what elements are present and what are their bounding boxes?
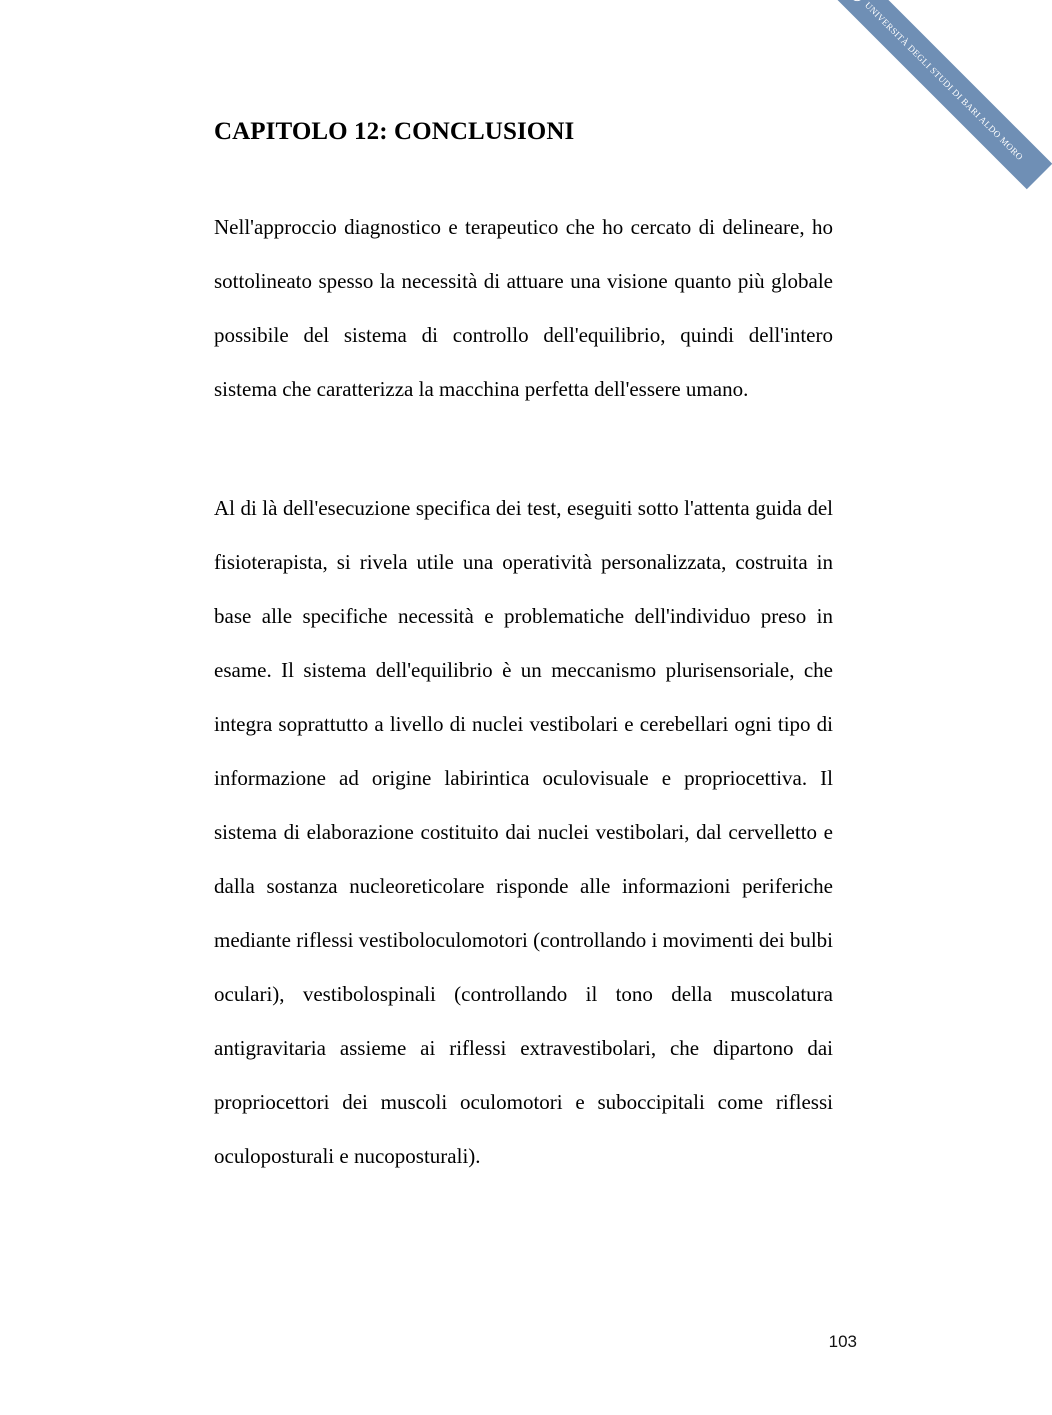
university-watermark (800, 0, 1026, 200)
paragraph-1-block (214, 200, 833, 416)
paragraph-1: Nell'approccio diagnostico e terapeutico che ho cercato di delineare, ho sottolineato spesso la necessità di attuare una visione quanto più globale possibile del sistema di controllo dell'equilibrio, quindi dell'intero sistema che caratterizza la macchina perfetta dell'essere umano. (214, 215, 833, 401)
watermark-text: UNIVERSITÀ DEGLI STUDI DI BARI ALDO MORO (862, 0, 1026, 163)
watermark-ribbon (822, 0, 1052, 189)
page-number: 103 (828, 1332, 857, 1351)
university-seal-icon (847, 0, 867, 4)
chapter-title: CAPITOLO 12: CONCLUSIONI (214, 118, 575, 145)
paragraph-2: Al di là dell'esecuzione specifica dei test, eseguiti sotto l'attenta guida del fisioterapista, si rivela utile una operatività personalizzata, costruita in base alle specifiche necessità e problematiche dell'individuo preso in esame. Il sistema dell'equilibrio è un meccanismo plurisensoriale, che integra soprattutto a livello di nuclei vestibolari e cerebellari ogni tipo di informazione ad origine labirintica oculovisuale e propriocettiva. Il sistema di elaborazione costituito dai nuclei vestibolari, dal cervelletto e dalla sostanza nucleoreticolare risponde alle informazioni periferiche mediante riflessi vestiboloculomotori (controllando i movimenti dei bulbi oculari), vestibolospinali (controllando il tono della muscolatura antigravitaria assieme ai riflessi extravestibolari, che dipartono dai propriocettori dei muscoli oculomotori e suboccipitali come riflessi oculoposturali e nucoposturali). (214, 496, 833, 1168)
paragraph-2-block (214, 481, 833, 1183)
